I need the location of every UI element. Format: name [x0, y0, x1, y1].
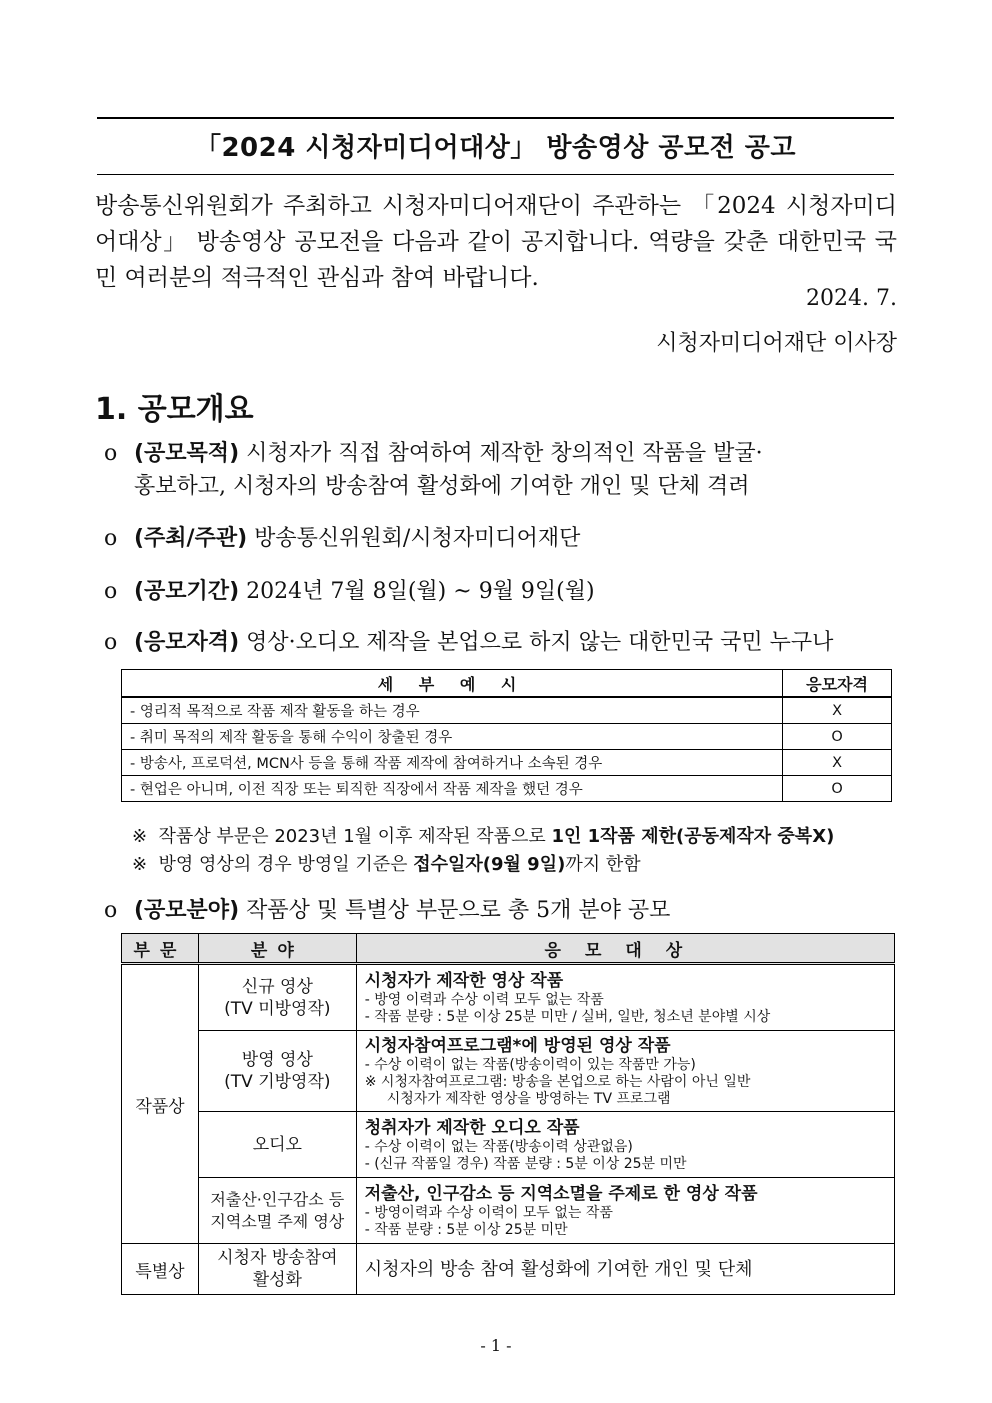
fields-table-header-category: 부문 — [122, 934, 199, 964]
table-row — [122, 1112, 895, 1178]
bullet-text: 2024년 7월 8일(월) ~ 9월 9일(월) — [246, 579, 595, 604]
bullet-field — [104, 893, 670, 929]
intro-paragraph: 방송통신위원회가 주최하고 시청자미디어재단이 주관하는 「2024 시청자미디어대상」 방송영상 공모전을 다음과 같이 공지합니다. 역량을 갖춘 대한민국 국민 여러분의 적극적인 관심과 참여 바랍니다. — [95, 193, 897, 291]
category-cell: 특별상 — [122, 1244, 199, 1295]
table-row — [122, 1244, 895, 1295]
example-cell: - 영리적 목적으로 작품 제작 활동을 하는 경우 — [122, 697, 783, 724]
note-bold: 1인 1작품 제한(공동제작자 중복X) — [551, 826, 835, 847]
table-row — [122, 724, 892, 750]
bullet-label: (응모자격) — [134, 630, 240, 655]
bullet-label: (공모기간) — [134, 579, 240, 604]
page-number: - 1 - — [480, 1336, 512, 1355]
target-cell: 시청자의 방송 참여 활성화에 기여한 개인 및 단체 — [356, 1244, 894, 1295]
target-head: 저출산, 인구감소 등 지역소멸을 주제로 한 영상 작품 — [364, 1183, 758, 1204]
note-mark: ※ — [132, 854, 148, 875]
bullet-mark: o — [104, 526, 118, 551]
bullet-text: 방송통신위원회/시청자미디어재단 — [254, 526, 581, 551]
eligibility-table — [121, 669, 892, 802]
field-line: 신규 영상 — [241, 976, 313, 997]
eligibility-table-header-example: 세 부 예 시 — [122, 670, 783, 698]
bullet-text: 영상·오디오 제작을 본업으로 하지 않는 대한민국 국민 누구나 — [246, 630, 834, 655]
target-line: ※ 시청자참여프로그램: 방송을 본업으로 하는 사람이 아닌 일반 — [364, 1073, 751, 1090]
table-row — [122, 1178, 895, 1244]
example-cell: - 방송사, 프로덕션, MCN사 등을 통해 작품 제작에 참여하거나 소속된 경우 — [122, 750, 783, 776]
field-cell — [198, 1178, 356, 1244]
field-line: 활성화 — [252, 1270, 302, 1290]
example-cell: - 취미 목적의 제작 활동을 통해 수익이 창출된 경우 — [122, 724, 783, 750]
bullet-mark: o — [104, 898, 118, 923]
field-cell — [198, 1031, 356, 1112]
target-line: - 수상 이력이 없는 작품(방송이력 상관없음) — [364, 1138, 633, 1155]
table-row — [122, 750, 892, 776]
category-cell: 작품상 — [122, 964, 199, 1244]
note-2 — [132, 850, 641, 876]
title-bottom-rule — [97, 174, 894, 175]
target-head: 시청자참여프로그램*에 방영된 영상 작품 — [364, 1035, 671, 1056]
field-line: 시청자 방송참여 — [217, 1248, 338, 1268]
field-line: 지역소멸 주제 영상 — [210, 1211, 345, 1231]
bullet-purpose — [104, 436, 763, 472]
field-cell — [198, 1244, 356, 1295]
field-cell — [198, 964, 356, 1031]
target-cell — [356, 1031, 894, 1112]
target-head: 시청자가 제작한 영상 작품 — [364, 970, 564, 991]
fields-table — [121, 933, 895, 1295]
notice-date: 2024. 7. — [806, 286, 897, 311]
bullet-text: 시청자가 직접 참여하여 제작한 창의적인 작품을 발굴· — [246, 441, 763, 466]
target-line: - (신규 작품일 경우) 작품 분량 : 5분 이상 25분 미만 — [364, 1155, 687, 1172]
field-line: (TV 미방영작) — [224, 998, 331, 1019]
eligible-cell: O — [783, 724, 892, 750]
target-cell — [356, 1178, 894, 1244]
fields-table-header-field: 분야 — [198, 934, 356, 964]
bullet-mark: o — [104, 579, 118, 604]
note-bold: 접수일자(9월 9일) — [413, 854, 566, 875]
title-top-rule — [97, 117, 894, 119]
field-line: 저출산·인구감소 등 — [210, 1189, 345, 1209]
bullet-text: 작품상 및 특별상 부문으로 총 5개 분야 공모 — [246, 898, 671, 923]
notice-issuer: 시청자미디어재단 이사장 — [656, 331, 897, 356]
table-row — [122, 964, 895, 1031]
eligibility-table-header-eligible: 응모자격 — [783, 670, 892, 698]
bullet-period — [104, 574, 595, 610]
target-line: 시청자가 제작한 영상을 방영하는 TV 프로그램 — [386, 1090, 671, 1107]
document-title: 「2024 시청자미디어대상」 방송영상 공모전 공고 — [194, 133, 797, 163]
note-text: 작품상 부문은 2023년 1월 이후 제작된 작품으로 — [158, 826, 546, 847]
note-text: 방영 영상의 경우 방영일 기준은 — [158, 854, 408, 875]
bullet-host — [104, 521, 580, 557]
bullet-eligibility — [104, 625, 833, 661]
field-line: (TV 기방영작) — [224, 1072, 331, 1092]
target-line: - 작품 분량 : 5분 이상 25분 미만 — [364, 1221, 568, 1238]
target-line: - 작품 분량 : 5분 이상 25분 미만 / 실버, 일반, 청소년 분야별 시상 — [364, 1008, 771, 1025]
bullet-mark: o — [104, 630, 118, 655]
target-cell — [356, 964, 894, 1031]
section-title: 1. 공모개요 — [95, 392, 254, 427]
eligible-cell: X — [783, 750, 892, 776]
field-line: 오디오 — [252, 1134, 302, 1155]
bullet-label: (공모분야) — [134, 898, 240, 923]
target-line: - 방영 이력과 수상 이력 모두 없는 작품 — [364, 991, 604, 1008]
table-row — [122, 1031, 895, 1112]
field-cell — [198, 1112, 356, 1178]
table-row — [122, 776, 892, 802]
target-line: - 방영이력과 수상 이력이 모두 없는 작품 — [364, 1204, 613, 1221]
target-head: 청취자가 제작한 오디오 작품 — [364, 1117, 580, 1138]
note-mark: ※ — [132, 826, 148, 847]
bullet-label: (공모목적) — [134, 441, 240, 466]
target-line: - 수상 이력이 없는 작품(방송이력이 있는 작품만 가능) — [364, 1056, 696, 1073]
table-row — [122, 697, 892, 724]
bullet-purpose-continuation: 홍보하고, 시청자의 방송참여 활성화에 기여한 개인 및 단체 격려 — [134, 474, 750, 499]
note-tail: 까지 한함 — [565, 854, 641, 875]
field-line: 방영 영상 — [241, 1050, 313, 1070]
note-1 — [132, 822, 834, 848]
fields-table-header-target: 응모대상 — [356, 934, 894, 964]
target-cell — [356, 1112, 894, 1178]
eligible-cell: O — [783, 776, 892, 802]
bullet-mark: o — [104, 441, 118, 466]
example-cell: - 현업은 아니며, 이전 직장 또는 퇴직한 직장에서 작품 제작을 했던 경우 — [122, 776, 783, 802]
eligible-cell: X — [783, 697, 892, 724]
bullet-label: (주최/주관) — [134, 526, 248, 551]
